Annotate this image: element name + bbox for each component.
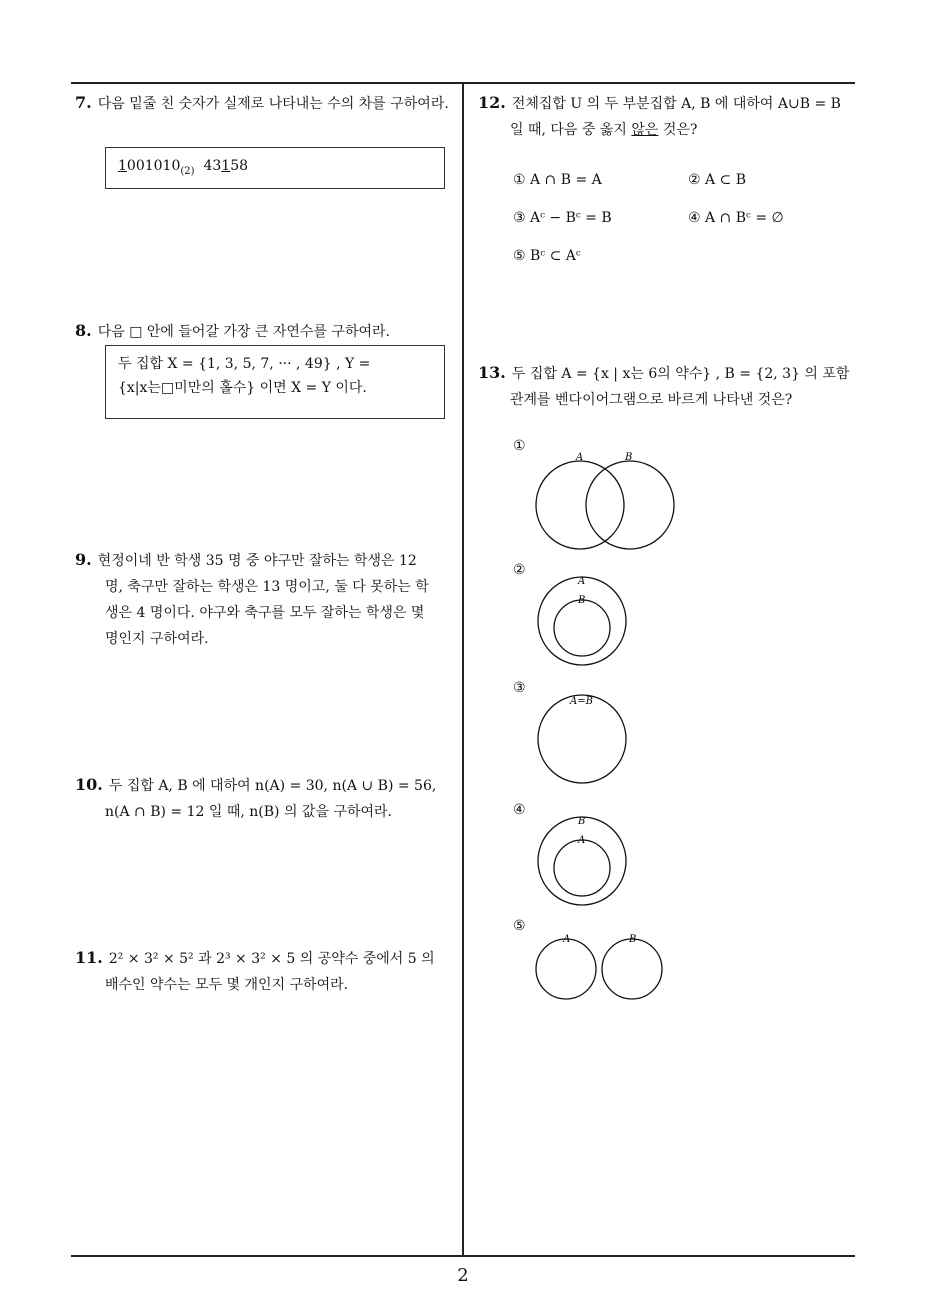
question-8 — [75, 318, 455, 345]
set-b-label: B — [578, 816, 586, 827]
set-a-label: A — [578, 576, 586, 587]
question-7 — [75, 90, 455, 117]
set-b-label: B — [629, 934, 637, 945]
option-1[interactable]: ① A ∩ B = A — [513, 172, 602, 188]
question-line: 명, 축구만 잘하는 학생은 13 명이고, 둘 다 못하는 학 — [105, 579, 429, 595]
question-line: 두 집합 A, B 에 대하여 n(A) = 30, n(A ∪ B) = 56, — [108, 778, 437, 794]
option-3[interactable]: ③ Aᶜ − Bᶜ = B — [513, 210, 612, 226]
question-12 — [478, 90, 863, 143]
venn-diagram-3[interactable] — [530, 690, 640, 790]
answer-box-7 — [105, 147, 445, 189]
venn-diagram-5[interactable] — [530, 930, 670, 1005]
emphasis-underline: 않은 — [631, 122, 659, 138]
question-line: n(A ∩ B) = 12 일 때, n(B) 의 값을 구하여라. — [105, 804, 392, 820]
question-10 — [75, 772, 460, 825]
question-9 — [75, 547, 460, 652]
option-4-mark[interactable]: ④ — [513, 802, 526, 818]
question-line: 명인지 구하여라. — [105, 631, 209, 647]
question-line: 현정이네 반 학생 35 명 중 야구만 잘하는 학생은 12 — [97, 553, 417, 569]
question-line: 것은? — [658, 122, 698, 138]
question-number: 8. — [75, 321, 92, 340]
page-number: 2 — [457, 1265, 469, 1286]
decimal-prefix: 43 — [203, 158, 222, 174]
box-line-1: 두 집합 X = {1, 3, 5, 7, ··· , 49} , Y = — [118, 356, 371, 372]
question-number: 7. — [75, 93, 92, 112]
option-5-mark[interactable]: ⑤ — [513, 918, 526, 934]
question-13 — [478, 360, 863, 413]
question-line: 두 집합 A = {x | x는 6의 약수} , B = {2, 3} 의 포함 — [511, 366, 850, 382]
set-b-label: B — [625, 452, 633, 463]
set-b-circle — [554, 600, 610, 656]
venn-diagram-1[interactable] — [530, 448, 680, 553]
question-number: 10. — [75, 775, 103, 794]
set-b-circle — [602, 939, 662, 999]
set-a-label: A — [576, 452, 584, 463]
venn-diagram-2[interactable] — [530, 570, 640, 670]
set-a-circle — [536, 939, 596, 999]
set-b-circle — [586, 461, 674, 549]
option-2[interactable]: ② A ⊂ B — [688, 172, 747, 188]
question-number: 11. — [75, 948, 103, 967]
underlined-digit: 1 — [221, 158, 231, 174]
box-line-2: {x|x는□미만의 홀수} 이면 X = Y 이다. — [118, 380, 367, 396]
set-a-circle — [554, 840, 610, 896]
option-5[interactable]: ⑤ Bᶜ ⊂ Aᶜ — [513, 248, 581, 264]
venn-diagram-4[interactable] — [530, 810, 640, 910]
answer-box-8 — [105, 345, 445, 419]
set-a-label: A — [563, 934, 571, 945]
question-line: 배수인 약수는 모두 몇 개인지 구하여라. — [105, 977, 349, 993]
question-line: 생은 4 명이다. 야구와 축구를 모두 잘하는 학생은 몇 — [105, 605, 425, 621]
question-text: 다음 밑줄 친 숫자가 실제로 나타내는 수의 차를 구하여라. — [97, 96, 449, 112]
set-a-circle — [538, 577, 626, 665]
question-text: 다음 □ 안에 들어갈 가장 큰 자연수를 구하여라. — [97, 324, 390, 340]
set-a-circle — [536, 461, 624, 549]
set-a-label: A — [578, 835, 586, 846]
binary-number: 001010 — [126, 158, 181, 174]
base-subscript: (2) — [180, 165, 195, 177]
option-4[interactable]: ④ A ∩ Bᶜ = ∅ — [688, 210, 784, 226]
option-1-mark[interactable]: ① — [513, 438, 526, 454]
column-divider — [462, 82, 464, 1257]
set-b-circle — [538, 817, 626, 905]
decimal-suffix: 58 — [230, 158, 249, 174]
question-number: 13. — [478, 363, 506, 382]
question-11 — [75, 945, 460, 998]
set-ab-circle — [538, 695, 626, 783]
option-2-mark[interactable]: ② — [513, 562, 526, 578]
underlined-digit: 1 — [118, 158, 127, 174]
question-number: 9. — [75, 550, 92, 569]
set-ab-label: A=B — [570, 696, 593, 707]
question-line: 전체집합 U 의 두 부분집합 A, B 에 대하여 A∪B = B — [511, 96, 841, 112]
option-3-mark[interactable]: ③ — [513, 680, 526, 696]
question-line: 관계를 벤다이어그램으로 바르게 나타낸 것은? — [510, 392, 793, 408]
set-b-label: B — [578, 595, 586, 606]
question-line: 2² × 3² × 5² 과 2³ × 3² × 5 의 공약수 중에서 5 의 — [108, 951, 435, 967]
question-number: 12. — [478, 93, 506, 112]
question-line: 일 때, 다음 중 옳지 — [510, 122, 632, 138]
